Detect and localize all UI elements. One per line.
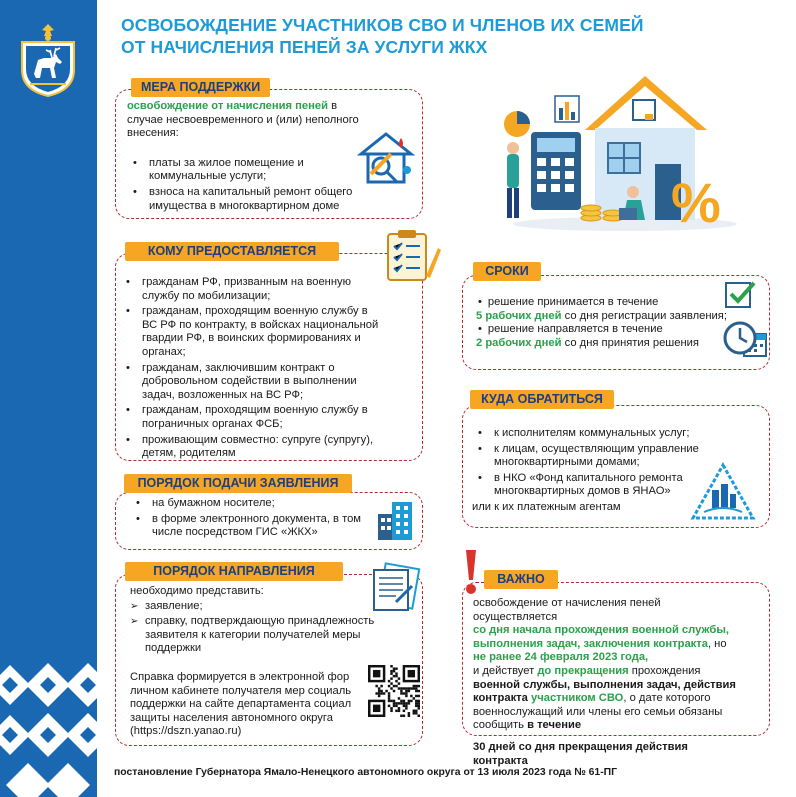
- list-item: • платы за жилое помещение и коммунальные услуги;: [127, 157, 349, 184]
- contacts-tail: или к их платежным агентам: [472, 500, 621, 513]
- sending-note: Справка формируется в электронной фор личном кабинете получателя мер социаль поддержки на сайте департамента социал защиты населения автономного округа (https://dszn.yanao.ru): [130, 671, 370, 739]
- important-p4: и действует до прекращения прохождения: [473, 664, 701, 677]
- recipients-label: КОМУ ПРЕДОСТАВЛЯЕТСЯ: [125, 242, 339, 261]
- svg-text:%: %: [671, 171, 721, 234]
- list-item: • в форме электронного документа, в том: [130, 513, 365, 527]
- contacts-label: КУДА ОБРАТИТЬСЯ: [470, 390, 614, 409]
- list-item: • проживающим совместно: супруге (супругу), детям, родителям: [120, 434, 382, 461]
- building-icon: [374, 500, 416, 540]
- important-text: [473, 597, 759, 733]
- terms-text: [470, 296, 760, 350]
- measure-list: [127, 157, 367, 213]
- exclamation-icon: [463, 548, 479, 596]
- list-item: • в НКО «Фонд капитального ремонта многоквартирных домов в ЯНАО»: [472, 472, 712, 499]
- sending-label: ПОРЯДОК НАПРАВЛЕНИЯ: [125, 562, 343, 581]
- sending-text: [130, 585, 400, 658]
- documents-icon: [366, 562, 422, 612]
- important-p2: со дня начала прохождения военной службы, выполнения задач, заключения контракта, но: [473, 624, 729, 650]
- list-item: • гражданам РФ, призванным на военную службу по мобилизации;: [120, 276, 382, 303]
- qr-code-icon: [368, 665, 420, 717]
- sending-list: [130, 600, 400, 656]
- measure-text: [127, 100, 367, 215]
- important-label: ВАЖНО: [484, 570, 558, 589]
- list-item: • гражданам, проходящим военную службу в ВС РФ по контракту, в войсках национальной гвардии РФ, в воинских формированиях и органах;: [120, 305, 382, 359]
- clock-calendar-icon: [722, 318, 768, 360]
- terms-item-2: • решение направляется в течение: [478, 323, 663, 336]
- important-p3: не ранее 24 февраля 2023 года,: [473, 651, 649, 664]
- measure-intro: в случае несвоевременного и (или) неполного внесения:: [127, 100, 359, 140]
- application-text: [130, 497, 365, 540]
- clipboard-checklist-icon: [384, 230, 442, 282]
- list-item: • взноса на капитальный ремонт общего имущества в многоквартирном доме: [127, 186, 374, 213]
- list-item: • к лицам, осуществляющим управление многоквартирными домами;: [472, 443, 704, 470]
- terms-item-2-days: 2 рабочих дней со дня принятия решения: [476, 336, 699, 349]
- important-p1: освобождение от начисления пеней осуществляется: [473, 597, 661, 623]
- measure-highlight: освобождение от начисления пеней: [127, 100, 329, 112]
- house-tools-icon: [357, 130, 415, 188]
- measure-label: МЕРА ПОДДЕРЖКИ: [131, 78, 270, 97]
- list-item: • на бумажном носителе;: [130, 497, 365, 511]
- ornament-pattern: [0, 645, 97, 797]
- application-item2-continuation: числе посредством ГИС «ЖКХ»: [152, 526, 318, 539]
- house-finance-illustration: [495, 72, 740, 232]
- important-p6: 30 дней со дня прекращения действия контракта: [473, 741, 688, 767]
- footer-decree: постановление Губернатора Ямало-Ненецкого автономного округа от 13 июля 2023 года № 61-ПГ: [114, 767, 618, 778]
- checkmark-icon: [724, 279, 756, 309]
- terms-label: СРОКИ: [473, 262, 541, 281]
- list-item: ➢ заявление;: [130, 600, 400, 614]
- sidebar: [0, 0, 97, 797]
- terms-item-1-days: 5 рабочих дней со дня регистрации заявления;: [476, 309, 727, 322]
- important-p5: военной службы, выполнения задач, действия контракта участником СВО, о дате которого военнослужащий или члены его семьи обязаны сообщить в течение: [473, 678, 736, 732]
- yanao-emblem-icon: [16, 22, 80, 98]
- page-title: ОСВОБОЖДЕНИЕ УЧАСТНИКОВ СВО И ЧЛЕНОВ ИХ СЕМЕЙ ОТ НАЧИСЛЕНИЯ ПЕНЕЙ ЗА УСЛУГИ ЖКХ: [121, 15, 644, 57]
- list-item: • гражданам, заключившим контракт о добровольном содействии в выполнении задач, возложенных на ВС РФ;: [120, 362, 382, 403]
- terms-item-1: • решение принимается в течение: [478, 296, 659, 308]
- list-item: • гражданам, проходящим военную службу в пограничных органах ФСБ;: [120, 404, 382, 431]
- application-label: ПОРЯДОК ПОДАЧИ ЗАЯВЛЕНИЯ: [124, 474, 352, 493]
- sending-intro: необходимо представить:: [130, 585, 264, 597]
- site-link[interactable]: (https://dszn.yanao.ru): [130, 725, 242, 738]
- recipients-list: [120, 276, 382, 463]
- fund-logo-icon: [690, 462, 756, 522]
- list-item: ➢ справку, подтверждающую принадлежность заявителя к категории получателей меры поддержки: [130, 615, 400, 656]
- contacts-text: [472, 427, 704, 515]
- list-item: • к исполнителям коммунальных услуг;: [472, 427, 704, 441]
